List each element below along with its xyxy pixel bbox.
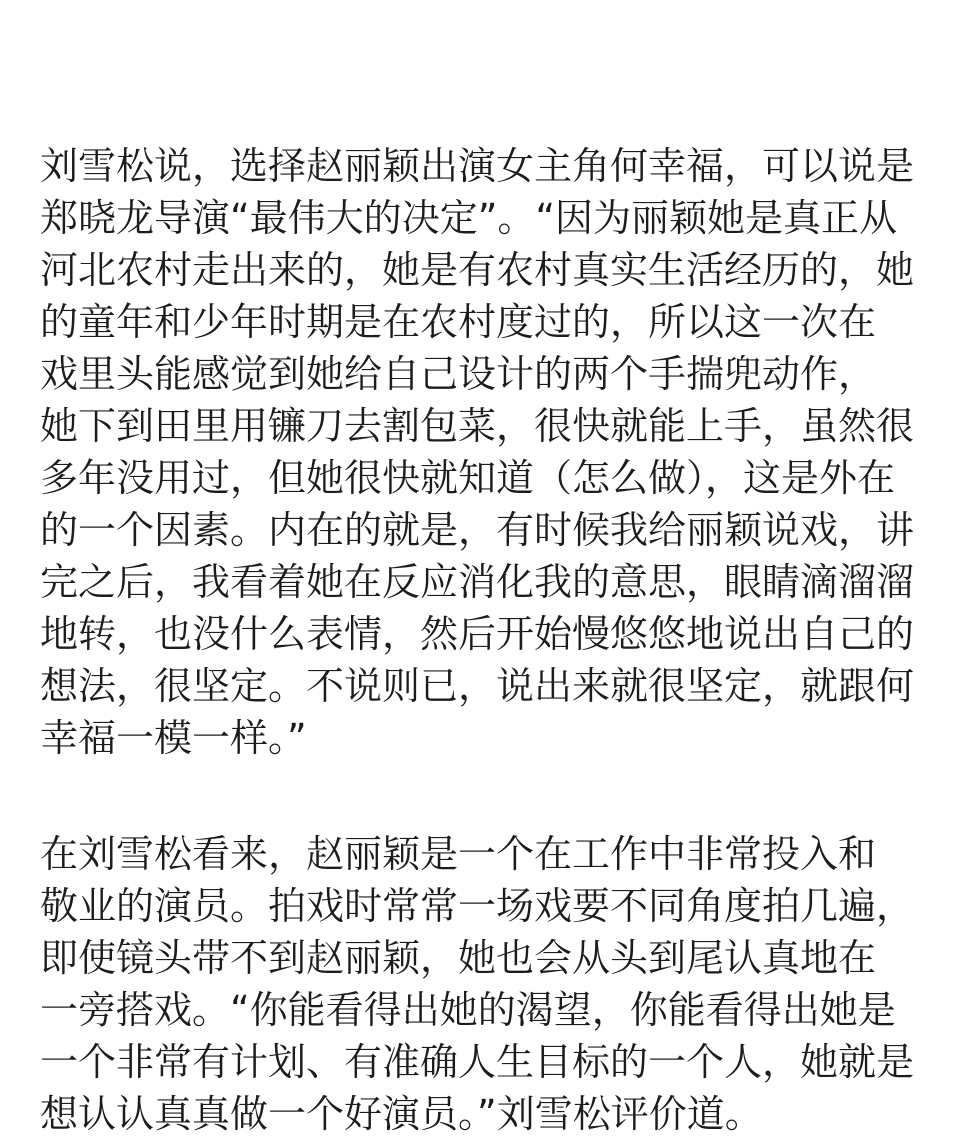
text-line: 在刘雪松看来，赵丽颖是一个在工作中非常投入和 [40,832,877,876]
paragraph [40,140,925,764]
text-line: 敬业的演员。拍戏时常常一场戏要不同角度拍几遍， [40,884,915,928]
text-line: 的一个因素。内在的就是，有时候我给丽颖说戏，讲 [40,508,915,552]
paragraph [40,828,925,1140]
text-line: 郑晓龙导演“最伟大的决定”。“因为丽颖她是真正从 [40,196,898,240]
text-line: 想认认真真做一个好演员。”刘雪松评价道。 [40,1092,763,1136]
text-line: 戏里头能感觉到她给自己设计的两个手揣兜动作， [40,352,877,396]
text-line: 多年没用过，但她很快就知道（怎么做），这是外在 [40,456,896,500]
text-line: 一旁搭戏。“你能看得出她的渴望，你能看得出她是 [40,988,896,1032]
text-line: 即使镜头带不到赵丽颖，她也会从头到尾认真地在 [40,936,877,980]
text-line: 她下到田里用镰刀去割包菜，很快就能上手，虽然很 [40,404,915,448]
text-line: 河北农村走出来的，她是有农村真实生活经历的，她 [40,248,915,292]
text-line: 完之后，我看着她在反应消化我的意思，眼睛滴溜溜 [40,560,915,604]
text-line: 地转，也没什么表情，然后开始慢悠悠地说出自己的 [40,612,915,656]
text-line: 想法，很坚定。不说则已，说出来就很坚定，就跟何 [40,664,915,708]
text-line: 刘雪松说，选择赵丽颖出演女主角何幸福，可以说是 [40,144,915,188]
text-line: 一个非常有计划、有准确人生目标的一个人，她就是 [40,1040,915,1084]
article-body [40,140,925,1140]
text-line: 的童年和少年时期是在农村度过的，所以这一次在 [40,300,877,344]
text-line: 幸福一模一样。” [40,716,307,760]
